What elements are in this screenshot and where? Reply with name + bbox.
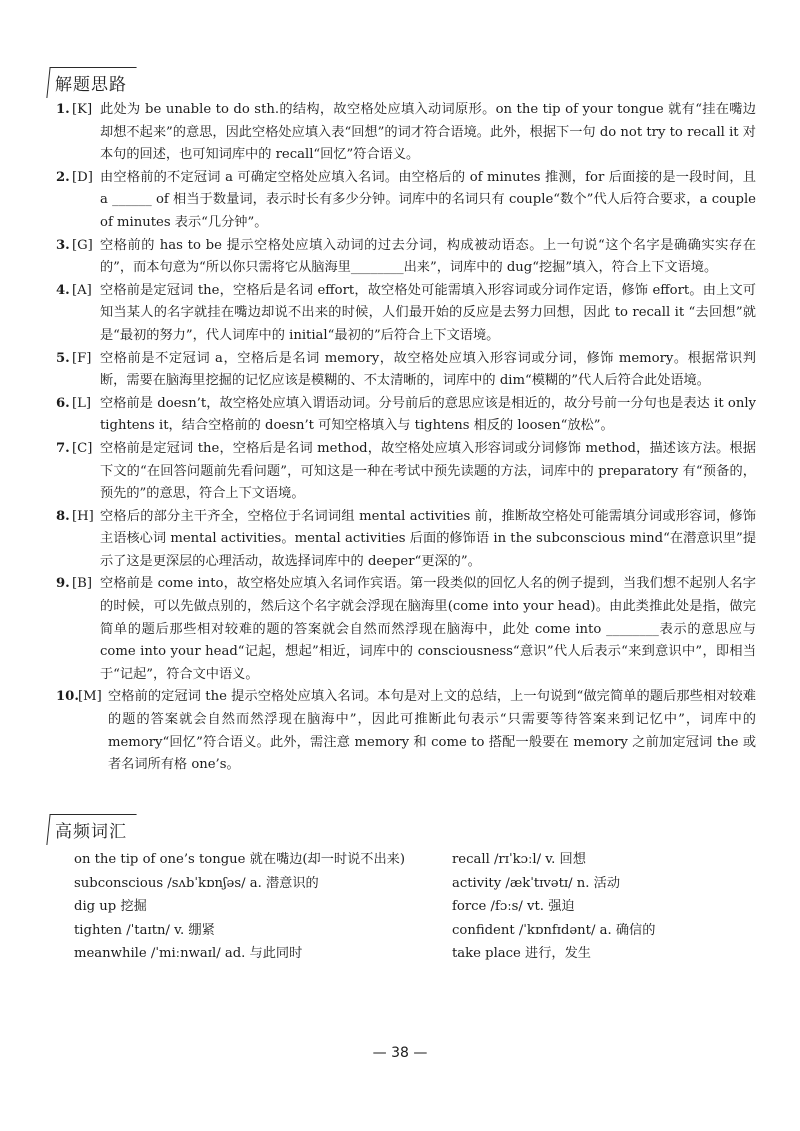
item-number: 10.: [56, 689, 79, 705]
vocabulary-list: [74, 848, 714, 966]
list-item: [56, 280, 756, 348]
vocab-entry: subconscious /sʌbˈkɒnʃəs/ a. 潜意识的: [74, 875, 319, 891]
list-item: [56, 167, 756, 235]
list-item: [56, 393, 756, 438]
vocab-entry: tighten /ˈtaɪtn/ v. 绷紧: [74, 922, 215, 938]
vocab-row: [74, 895, 714, 919]
vocab-entry: take place 进行，发生: [452, 946, 591, 962]
item-number: 9.: [56, 576, 70, 592]
vocab-row: [74, 942, 714, 966]
list-item: [56, 506, 756, 574]
section-title-solution: 解题思路: [46, 67, 136, 98]
list-item: [56, 235, 756, 280]
answer-key: [D]: [72, 169, 93, 185]
item-number: 4.: [56, 282, 70, 298]
item-text: 由空格前的不定冠词 a 可确定空格处应填入名词。由空格后的 of minutes 推测，for 后面接的是一段时间，且 a ______ of 相当于数量词，表示时长有多少分钟。词库中的名词只有 couple“数个”代人后符合要求，a couple of minutes 表示“几分钟”。: [100, 169, 756, 230]
vocab-entry: recall /rɪˈkɔːl/ v. 回想: [452, 852, 586, 867]
vocab-entry: on the tip of one’s tongue 就在嘴边(却一时说不出来): [74, 852, 405, 867]
item-text: 空格前是 come into，故空格处应填入名词作宾语。第一段类似的回忆人名的例子提到，当我们想不起别人名字的时候，可以先做点别的，然后这个名字就会浮现在脑海里(come into your head)。由此类推此处是指，做完简单的题后那些相对较难的题的答案就会自然而然浮现在脑海中，此处 come into ________表示的意思应与 come into your head“记起，想起”相近，词库中的 consciousness“意识”代人后表示“来到意识中”，即相当于“记起”，符合文中语义。: [100, 576, 756, 682]
vocab-entry: force /fɔːs/ vt. 强迫: [452, 899, 575, 915]
vocab-entry: activity /ækˈtɪvətɪ/ n. 活动: [452, 875, 621, 891]
item-text: 此处为 be unable to do sth.的结构，故空格处应填入动词原形。on the tip of your tongue 就有“挂在嘴边却想不起来”的意思，因此空格处应填入表“回想”的词才符合语境。此外，根据下一句 do not try to recall it 对本句的回述，也可知词库中的 recall“回忆”符合语义。: [100, 102, 756, 163]
vocab-entry: confident /ˈkɒnfɪdənt/ a. 确信的: [452, 922, 656, 938]
answer-key: [C]: [72, 440, 93, 456]
answer-key: [H]: [72, 508, 94, 524]
item-number: 2.: [56, 169, 70, 185]
item-number: 7.: [56, 440, 70, 456]
answer-key: [L]: [72, 395, 92, 411]
vocab-row: [74, 919, 714, 943]
item-number: 6.: [56, 395, 70, 411]
item-text: 空格后的部分主干齐全，空格位于名词词组 mental activities 前，推断故空格处可能需填分词或形容词，修饰主语核心词 mental activities。mental activities 后面的修饰语 in the subconscious mind“在潜意识里”提示了这是更深层的心理活动，故选择词库中的 deeper“更深的”。: [100, 508, 757, 569]
solution-list: [56, 99, 756, 777]
item-number: 3.: [56, 237, 70, 253]
item-text: 空格前是不定冠词 a，空格后是名词 memory，故空格处应填入形容词或分词，修饰 memory。根据常识判断，需要在脑海里挖掘的记忆应该是模糊的、不太清晰的，词库中的 dim“模糊的”代人后符合此处语境。: [100, 350, 756, 389]
list-item: [56, 99, 756, 167]
item-text: 空格前的 has to be 提示空格处应填入动词的过去分词，构成被动语态。上一句说“这个名字是确确实实存在的”，而本句意为“所以你只需将它从脑海里________出来”，词库中的 dug“挖掘”填入，符合上下文语境。: [100, 237, 756, 276]
item-text: 空格前是定冠词 the，空格后是名词 method，故空格处应填入形容词或分词修饰 method，描述该方法。根据下文的“在回答问题前先看问题”，可知这是一种在考试中预先读题的方法，词库中的 preparatory 有“预备的，预先的”的意思，符合上下文语境。: [100, 440, 756, 502]
vocab-row: [74, 872, 714, 896]
item-number: 1.: [56, 102, 70, 117]
vocab-entry: dig up 挖掘: [74, 899, 147, 915]
list-item: [56, 438, 756, 506]
page-number: — 38 —: [372, 1045, 428, 1061]
answer-key: [B]: [72, 576, 92, 592]
list-item: [56, 348, 756, 393]
answer-key: [K]: [72, 102, 93, 117]
answer-key: [M]: [78, 689, 102, 705]
item-text: 空格前是 doesn’t，故空格处应填入谓语动词。分号前后的意思应该是相近的，故分号前一分句也是表达 it only tightens it，结合空格前的 doesn’t 可知空格填入与 tightens 相反的 loosen“放松”。: [100, 395, 756, 434]
list-item: [56, 686, 756, 776]
answer-key: [A]: [72, 282, 92, 298]
answer-key: [F]: [72, 350, 92, 366]
item-text: 空格前的定冠词 the 提示空格处应填入名词。本句是对上文的总结，上一句说到“做完简单的题后那些相对较难的题的答案就会自然而然浮现在脑海中”，因此可推断此句表示“只需要等待答案来到记忆中”，词库中的 memory“回忆”符合语义。此外，需注意 memory 和 come to 搭配一般要在 memory 之前加定冠词 the 或者名词所有格 one’s。: [108, 689, 756, 773]
section-title-vocabulary: 高频词汇: [46, 814, 136, 845]
item-number: 5.: [56, 350, 70, 366]
item-number: 8.: [56, 508, 70, 524]
answer-key: [G]: [72, 237, 93, 253]
list-item: [56, 573, 756, 686]
item-text: 空格前是定冠词 the，空格后是名词 effort，故空格处可能需填入形容词或分词作定语，修饰 effort。由上文可知当某人的名字就挂在嘴边却说不出来的时候，人们最开始的反应是去努力回想，因此 to recall it “去回想”就是“最初的努力”，代人词库中的 initial“最初的”后符合上下文语境。: [100, 282, 756, 343]
vocab-entry: meanwhile /ˈmiːnwaɪl/ ad. 与此同时: [74, 946, 303, 962]
vocab-row: [74, 848, 714, 872]
